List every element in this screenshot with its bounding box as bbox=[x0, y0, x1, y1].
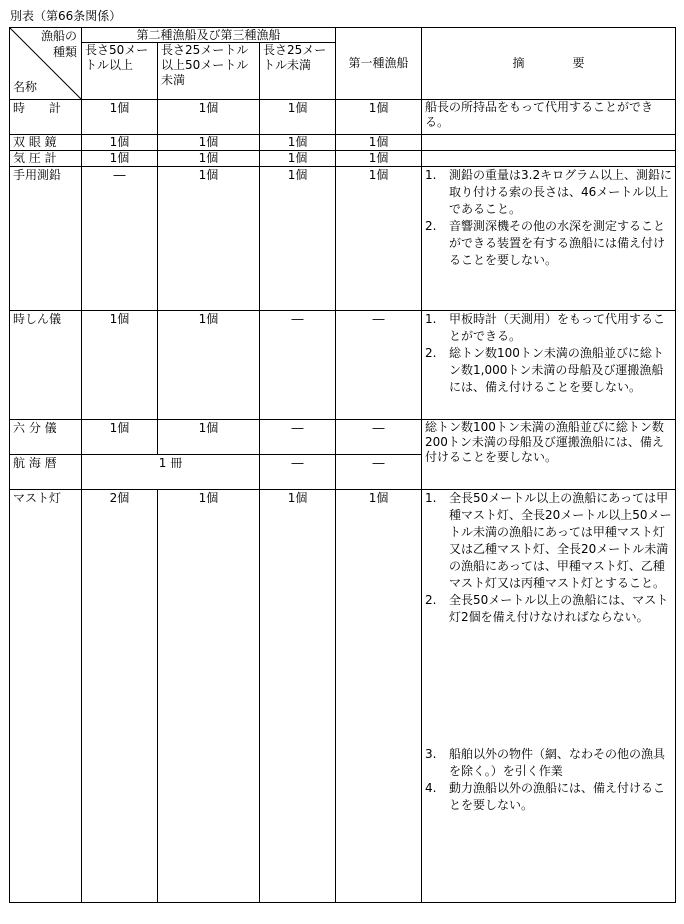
table-row bbox=[10, 151, 676, 167]
qty-len25-50: 1個 bbox=[158, 420, 260, 455]
header-name-label: 名称 bbox=[13, 80, 38, 94]
header-vessel-label: 漁船の bbox=[40, 29, 77, 43]
qty-len25-50: 1個 bbox=[158, 490, 260, 903]
qty-len25-50: 1個 bbox=[158, 100, 260, 135]
table-row bbox=[10, 420, 676, 455]
table-row bbox=[10, 311, 676, 420]
remark-list bbox=[425, 167, 672, 269]
qty-len25-50: 1個 bbox=[158, 151, 260, 167]
item-name: 時しん儀 bbox=[10, 311, 82, 420]
qty-len25-minus: 1個 bbox=[260, 490, 336, 903]
qty-len50-plus: 1個 bbox=[82, 135, 158, 151]
list-item: 1. 甲板時計（天測用）をもって代用することができる。 bbox=[425, 312, 666, 343]
header-type1: 第一種漁船 bbox=[336, 28, 422, 100]
remark-text: 総トン数100トン未満の漁船並びに総トン数200トン未満の母船及び運搬漁船には、備え付けることを要しない。 bbox=[422, 420, 676, 490]
list-item: 2. 総トン数100トン未満の漁船並びに総トン数1,000トン未満の母船及び運搬漁船には、備え付けることを要しない。 bbox=[425, 346, 664, 394]
qty-len50-plus: 1個 bbox=[82, 420, 158, 455]
header-len50-plus: 長さ50メートル以上 bbox=[82, 43, 158, 100]
header-type-label: 種類 bbox=[52, 45, 77, 59]
qty-len25-minus: 1個 bbox=[260, 135, 336, 151]
item-name: 時 計 bbox=[10, 100, 82, 135]
list-item: 4. 動力漁船以外の漁船には、備え付けることを要しない。 bbox=[425, 781, 666, 812]
diagonal-header-cell bbox=[10, 28, 82, 100]
qty-len50-plus: 2個 bbox=[82, 490, 158, 903]
header-row-top bbox=[10, 28, 676, 43]
item-name: 双 眼 鏡 bbox=[10, 135, 82, 151]
item-name: 航 海 暦 bbox=[10, 455, 82, 490]
document-title: 別表（第66条関係） bbox=[10, 9, 122, 23]
equipment-table bbox=[9, 27, 676, 903]
list-item: 1. 全長50メートル以上の漁船にあっては甲種マスト灯、全長20メートル以上50メートル未満の漁船にあっては甲種マスト灯又は乙種マスト灯、全長20メートル未満の漁船にあっては、甲種マスト灯、乙種マスト灯又は丙種マスト灯とすること。 bbox=[425, 491, 672, 590]
remark-text bbox=[422, 151, 676, 167]
table-row bbox=[10, 100, 676, 135]
qty-type1: 1個 bbox=[336, 490, 422, 903]
blank-space bbox=[425, 626, 672, 746]
remark-list-tail bbox=[425, 746, 672, 814]
qty-len50-plus: 1個 bbox=[82, 100, 158, 135]
qty-type1: ― bbox=[336, 455, 422, 490]
remark-list bbox=[425, 311, 672, 396]
qty-type1: 1個 bbox=[336, 151, 422, 167]
remark-list bbox=[425, 490, 672, 626]
qty-len25-50: 1個 bbox=[158, 311, 260, 420]
qty-type1: ― bbox=[336, 420, 422, 455]
item-name: マスト灯 bbox=[10, 490, 82, 903]
qty-len50-plus: 1個 bbox=[82, 151, 158, 167]
list-item: 3. 船舶以外の物件（網、なわその他の漁具を除く。）を引く作業 bbox=[425, 747, 666, 778]
item-name: 手用測鉛 bbox=[10, 167, 82, 311]
qty-len25-minus: ― bbox=[260, 455, 336, 490]
list-item: 1. 測鉛の重量は3.2キログラム以上、測鉛に取り付ける索の長さは、46メートル以上であること。 bbox=[425, 168, 672, 216]
item-name: 気 圧 計 bbox=[10, 151, 82, 167]
header-group-type23: 第二種漁船及び第三種漁船 bbox=[82, 28, 336, 43]
qty-type1: ― bbox=[336, 311, 422, 420]
header-remarks: 摘 要 bbox=[422, 28, 676, 100]
remark-cell bbox=[422, 490, 676, 903]
list-item: 2. 全長50メートル以上の漁船には、マスト灯2個を備え付けなければならない。 bbox=[425, 593, 669, 624]
item-name: 六 分 儀 bbox=[10, 420, 82, 455]
qty-type1: 1個 bbox=[336, 167, 422, 311]
list-item: 2. 音響測深機その他の水深を測定することができる装置を有する漁船には備え付けることを要しない。 bbox=[425, 219, 666, 267]
qty-len25-minus: ― bbox=[260, 420, 336, 455]
qty-len50-plus: ― bbox=[82, 167, 158, 311]
qty-len25-minus: 1個 bbox=[260, 151, 336, 167]
remark-text bbox=[422, 135, 676, 151]
qty-type1: 1個 bbox=[336, 135, 422, 151]
remark-cell bbox=[422, 311, 676, 420]
header-len25-50: 長さ25メートル以上50メートル未満 bbox=[158, 43, 260, 100]
table-row bbox=[10, 167, 676, 311]
table-row bbox=[10, 490, 676, 903]
remark-text: 船長の所持品をもって代用することができる。 bbox=[422, 100, 676, 135]
qty-len25-minus: 1個 bbox=[260, 167, 336, 311]
header-len25-minus: 長さ25メートル未満 bbox=[260, 43, 336, 100]
qty-type1: 1個 bbox=[336, 100, 422, 135]
remark-cell bbox=[422, 167, 676, 311]
qty-len25-minus: ― bbox=[260, 311, 336, 420]
qty-len25-50: 1個 bbox=[158, 167, 260, 311]
table-row bbox=[10, 135, 676, 151]
qty-merged: 1 冊 bbox=[82, 455, 260, 490]
qty-len25-minus: 1個 bbox=[260, 100, 336, 135]
qty-len25-50: 1個 bbox=[158, 135, 260, 151]
qty-len50-plus: 1個 bbox=[82, 311, 158, 420]
